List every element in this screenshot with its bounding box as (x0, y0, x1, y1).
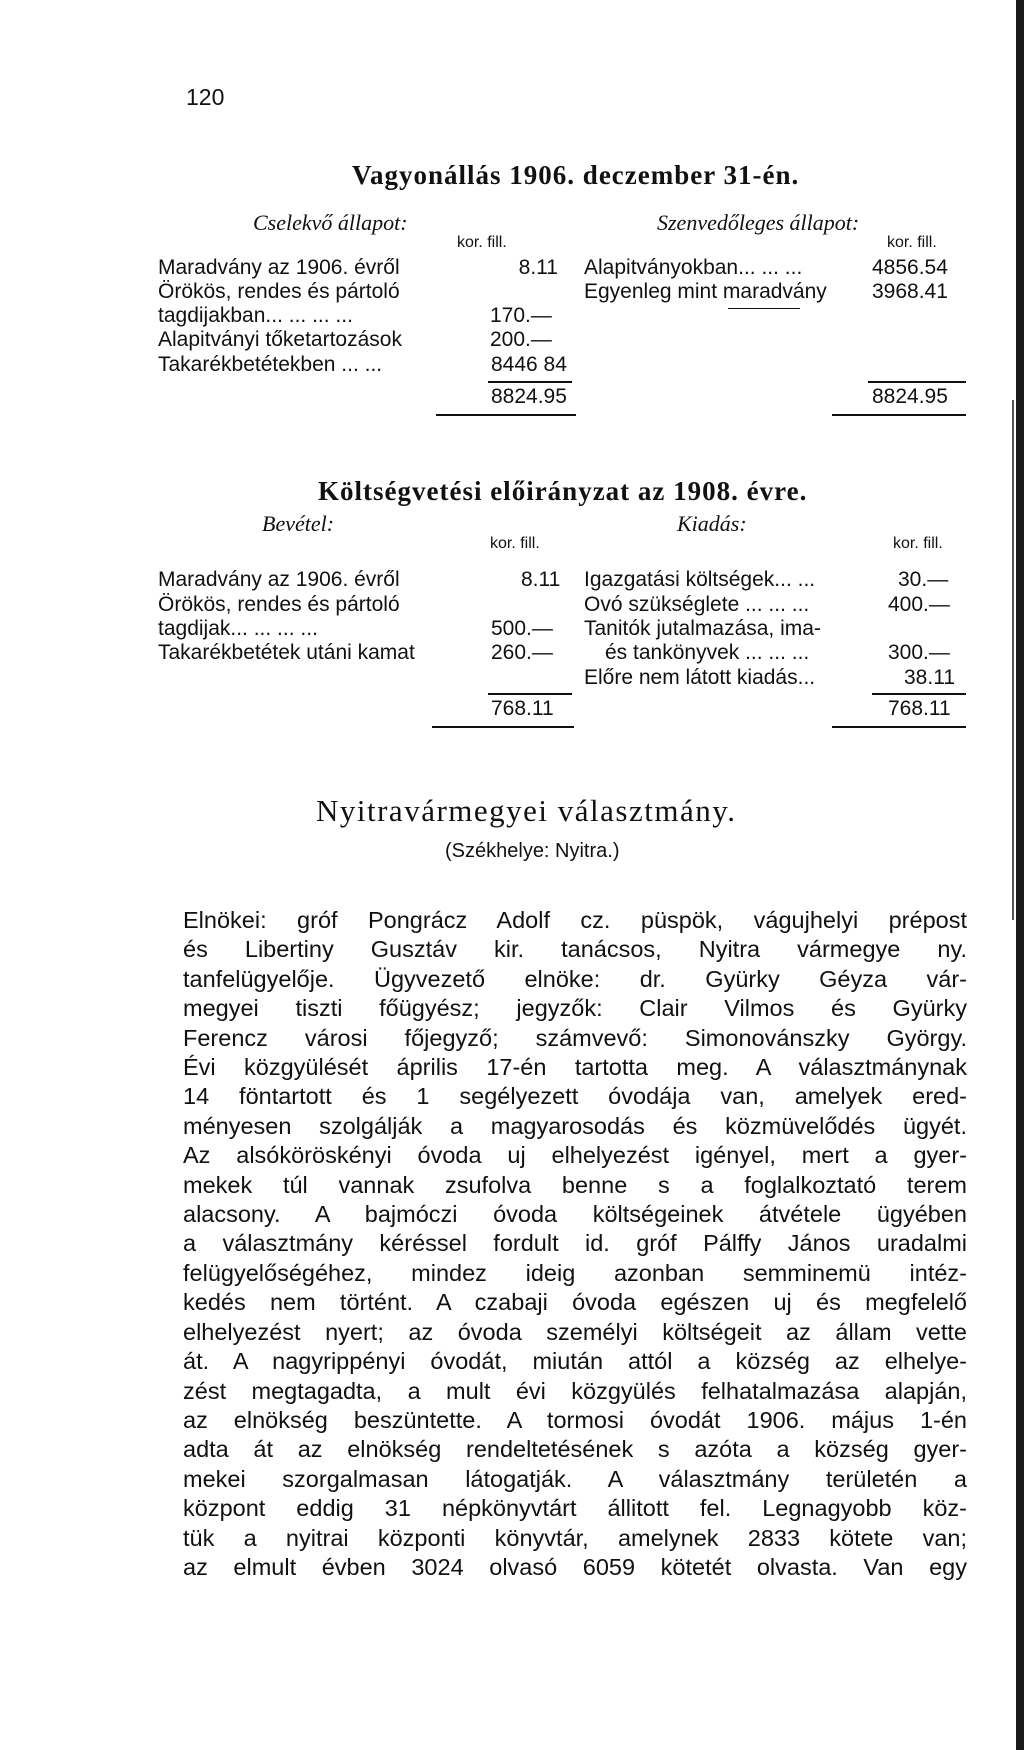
section2-left-row: Takarékbetétek utáni kamat (158, 641, 415, 664)
body-line: 14 föntartott és 1 segélyezett óvodája van, amelyek ered- (183, 1083, 967, 1110)
section2-left-value: 260.— (491, 641, 553, 664)
section2-right-underline (832, 726, 966, 728)
body-line: át. A nagyrippényi óvodát, miután attól a község az elhelye- (183, 1348, 967, 1375)
section2-right-row: Ovó szükséglete ... ... ... (584, 593, 810, 616)
section1-left-row: Alapitványi tőketartozások (158, 328, 402, 351)
section2-right-row: Előre nem látott kiadás... (584, 666, 816, 689)
page-edge-shadow (1016, 0, 1024, 1750)
section2-right-value: 300.— (888, 641, 950, 664)
body-line: az elmult évben 3024 olvasó 6059 kötetét olvasta. Van egy (183, 1553, 967, 1580)
body-line: alacsony. A bajmóczi óvoda költségeinek átvétele ügyében (183, 1201, 967, 1228)
section2-right-heading: Kiadás: (677, 511, 747, 536)
body-line: zést megtagadta, a mult évi közgyülés felhatalmazása alapján, (183, 1377, 967, 1404)
section2-title: Költségvetési előirányzat az 1908. évre. (318, 476, 808, 506)
section2-left-total: 768.11 (491, 697, 554, 720)
section2-left-value: 8.11 (521, 568, 561, 591)
section1-left-value: 8.11 (518, 256, 558, 279)
section1-left-value: 170.— (490, 304, 552, 327)
section1-right-row: Alapitványokban... ... ... (584, 256, 803, 279)
section3-title: Nyitravármegyei választmány. (316, 793, 737, 828)
section1-left-sum-rule (488, 381, 572, 383)
section1-left-row: Takarékbetétekben ... ... (158, 353, 383, 376)
body-line: a választmány kéréssel fordult id. gróf Pálffy János uradalmi (183, 1230, 967, 1257)
section1-right-row: Egyenleg mint maradvány (584, 280, 827, 303)
section1-right-total: 8824.95 (872, 385, 948, 408)
body-line: elhelyezést nyert; az óvoda személyi költségeit az állam vette (183, 1318, 967, 1345)
section1-left-value: 8446 84 (491, 353, 567, 376)
section1-left-heading: Cselekvő állapot: (253, 210, 408, 235)
page-edge-line (1012, 400, 1014, 920)
section1-unit-left: kor. fill. (457, 234, 507, 251)
section2-left-value: 500.— (491, 617, 553, 640)
section1-right-sum-rule (868, 381, 966, 383)
section2-right-value: 38.11 (904, 666, 955, 689)
section2-left-sum-rule (488, 693, 572, 695)
section1-right-heading: Szenvedőleges állapot: (657, 210, 860, 235)
section1-left-row: Örökös, rendes és pártoló (158, 280, 400, 303)
body-line: kedés nem történt. A czabaji óvoda egészen uj és megfelelő (183, 1289, 967, 1316)
section2-right-row: és tankönyvek ... ... ... (605, 641, 810, 664)
body-line: központ eddig 31 népkönyvtárt állitott fel. Legnagyobb köz- (183, 1495, 967, 1522)
section1-right-value: 4856.54 (872, 256, 948, 279)
body-line: tanfelügyelője. Ügyvezető elnöke: dr. Gyürky Géyza vár- (183, 965, 967, 992)
section1-left-total: 8824.95 (491, 385, 567, 408)
section2-right-total: 768.11 (888, 697, 951, 720)
section2-left-row: Maradvány az 1906. évről (158, 568, 400, 591)
section1-unit-right: kor. fill. (887, 234, 937, 251)
section1-title: Vagyonállás 1906. deczember 31-én. (352, 160, 800, 190)
section2-right-value: 30.— (898, 568, 949, 591)
section2-unit-left: kor. fill. (490, 535, 540, 552)
body-line: és Libertiny Gusztáv kir. tanácsos, Nyitra vármegye ny. (183, 936, 967, 963)
section1-left-value: 200.— (490, 328, 552, 351)
section2-left-heading: Bevétel: (262, 511, 335, 536)
page-number: 120 (186, 84, 225, 110)
section3-subtitle: (Székhelye: Nyitra.) (445, 840, 620, 862)
body-line: ményesen szolgálják a magyarosodás és közmüvelődés ügyét. (183, 1112, 967, 1139)
section1-right-short-rule (728, 308, 800, 309)
section2-right-sum-rule (872, 693, 966, 695)
body-line: mekei szorgalmasan látogatják. A választmány területén a (183, 1465, 967, 1492)
section2-left-underline (432, 726, 574, 728)
body-line: tük a nyitrai központi könyvtár, amelynek 2833 kötete van; (183, 1524, 967, 1551)
body-line: Az alsóköröskényi óvoda uj elhelyezést igényel, mert a gyer- (183, 1142, 967, 1169)
body-line: az elnökség beszüntette. A tormosi óvodát 1906. május 1-én (183, 1406, 967, 1433)
section1-left-row: tagdijakban... ... ... ... (158, 304, 353, 327)
section1-right-underline (832, 414, 966, 416)
body-line: felügyelőségéhez, mindez ideig azonban semminemü intéz- (183, 1259, 967, 1286)
body-line: Ferencz városi főjegyző; számvevő: Simonovánszky György. (183, 1024, 967, 1051)
section1-left-row: Maradvány az 1906. évről (158, 256, 400, 279)
section2-unit-right: kor. fill. (893, 535, 943, 552)
section2-left-row: tagdijak... ... ... ... (158, 617, 318, 640)
body-line: Elnökei: gróf Pongrácz Adolf cz. püspök, vágujhelyi prépost (183, 907, 967, 933)
section2-right-row: Tanitók jutalmazása, ima- (584, 617, 821, 640)
section2-right-row: Igazgatási költségek... ... (584, 568, 816, 591)
section1-left-underline (436, 414, 576, 416)
body-line: adta át az elnökség rendeltetésének s azóta a község gyer- (183, 1436, 967, 1463)
section2-right-value: 400.— (888, 593, 950, 616)
section3-body (183, 906, 967, 1582)
body-line: megyei tiszti főügyész; jegyzők: Clair Vilmos és Gyürky (183, 995, 967, 1022)
section1-right-value: 3968.41 (872, 280, 948, 303)
body-line: mekek túl vannak zsufolva benne s a foglalkoztató terem (183, 1171, 967, 1198)
section2-left-row: Örökös, rendes és pártoló (158, 593, 400, 616)
body-line: Évi közgyülését április 17-én tartotta meg. A választmánynak (183, 1054, 967, 1081)
